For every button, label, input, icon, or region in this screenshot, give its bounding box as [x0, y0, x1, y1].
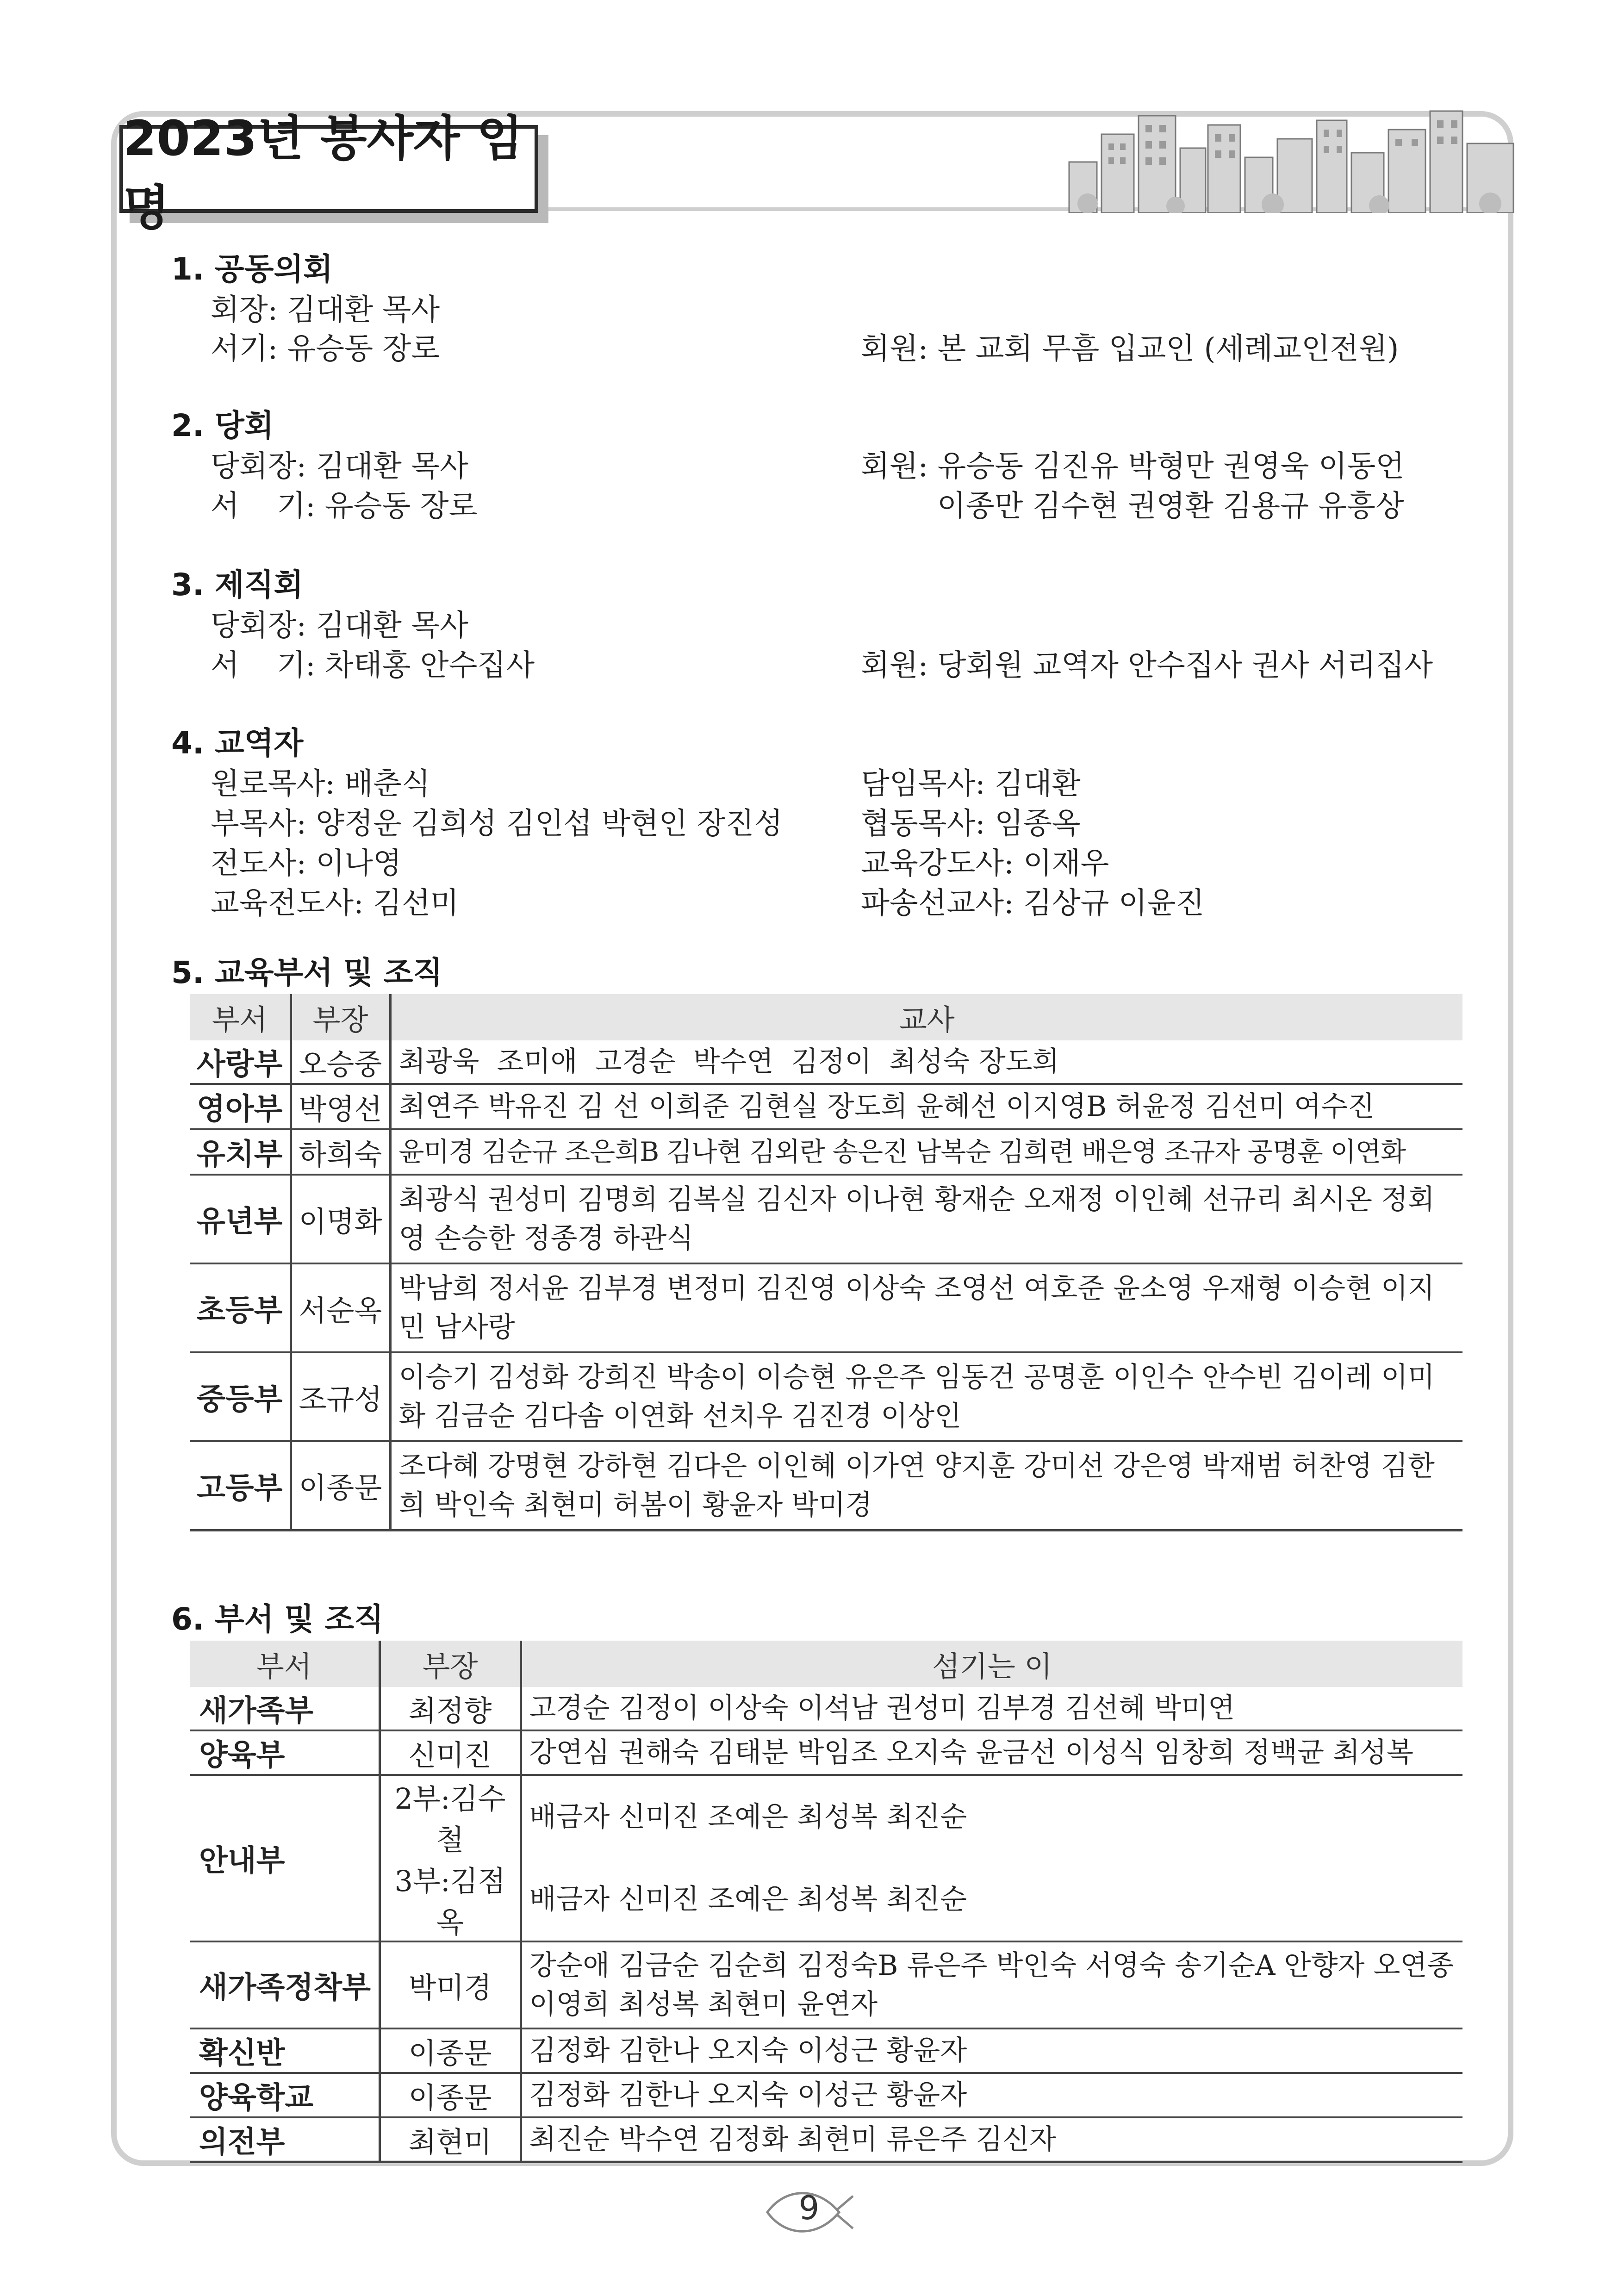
page-number-text: 9 — [798, 2189, 820, 2227]
table-row — [190, 1040, 1462, 1084]
s2-members-line1: 회원: 유승동 김진유 박형만 권영욱 이동언 — [861, 449, 1405, 484]
table-row — [190, 1775, 1462, 1858]
dept-teachers: 박남희 정서윤 김부경 변정미 김진영 이상숙 조영선 여호준 윤소영 우재형 이승현 이지민 남사랑 — [390, 1263, 1462, 1352]
dept-name: 의전부 — [190, 2117, 380, 2162]
dept-chief: 신미진 — [380, 1730, 521, 1775]
section-heading-2: 2. 당회 — [171, 408, 274, 443]
dept-servers: 최진순 박수연 김정화 최현미 류은주 김신자 — [521, 2117, 1462, 2162]
dept-teachers: 최광욱 조미애 고경순 박수연 김정이 최성숙 장도희 — [390, 1040, 1462, 1084]
section-heading-1: 1. 공동의회 — [171, 251, 333, 287]
section-heading-4: 4. 교역자 — [171, 725, 304, 761]
dept-servers-2: 배금자 신미진 조예은 최성복 최진순 — [521, 1858, 1462, 1941]
s1-secretary: 서기: 유승동 장로 — [211, 332, 440, 366]
dept-name: 양육부 — [190, 1730, 380, 1775]
s3-chair: 당회장: 김대환 목사 — [211, 609, 468, 643]
dept-name: 새가족부 — [190, 1687, 380, 1730]
dept-chief: 이종문 — [291, 1441, 390, 1530]
dept-name: 고등부 — [190, 1441, 291, 1530]
s4-cooperating-pastor: 협동목사: 임종옥 — [861, 807, 1081, 841]
dept-chief: 이종문 — [380, 2073, 521, 2117]
section-heading-6: 6. 부서 및 조직 — [171, 1601, 384, 1637]
dept-servers: 김정화 김한나 오지숙 이성근 황윤자 — [521, 2073, 1462, 2117]
city-skyline-illustration — [1060, 106, 1518, 213]
dept-servers: 강순애 김금순 김순희 김정숙B 류은주 박인숙 서영숙 송기순A 안향자 오연종 이영희 최성복 최현미 윤연자 — [521, 1941, 1462, 2028]
s4-missionaries: 파송선교사: 김상규 이윤진 — [861, 886, 1205, 921]
dept-teachers: 최광식 권성미 김명희 김복실 김신자 이나현 황재순 오재정 이인혜 선규리 최시온 정회영 손승한 정종경 하관식 — [390, 1175, 1462, 1263]
dept-name: 중등부 — [190, 1352, 291, 1441]
s1-members: 회원: 본 교회 무흠 입교인 (세례교인전원) — [861, 332, 1399, 366]
table-row — [190, 2028, 1462, 2073]
page-number — [763, 2184, 855, 2240]
s4-evangelist: 전도사: 이나영 — [211, 846, 402, 881]
table-row — [190, 2073, 1462, 2117]
dept-servers: 고경순 김정이 이상숙 이석남 권성미 김부경 김선혜 박미연 — [521, 1687, 1462, 1730]
dept-teachers: 윤미경 김순규 조은희B 김나현 김외란 송은진 남복순 김희련 배은영 조규자 공명훈 이연화 — [390, 1129, 1462, 1175]
dept-chief: 이종문 — [380, 2028, 521, 2073]
dept-chief: 2부:김수철 — [380, 1775, 521, 1858]
table-row — [190, 1941, 1462, 2028]
col-header-teachers: 교사 — [390, 994, 1462, 1040]
s2-secretary: 서 기: 유승동 장로 — [211, 489, 478, 523]
dept-chief: 박미경 — [380, 1941, 521, 2028]
table-row — [190, 1352, 1462, 1441]
table-row — [190, 1084, 1462, 1129]
table-row — [190, 1263, 1462, 1352]
dept-chief: 최현미 — [380, 2117, 521, 2162]
dept-chief: 하희숙 — [291, 1129, 390, 1175]
dept-name: 새가족정착부 — [190, 1941, 380, 2028]
table-row — [190, 1441, 1462, 1530]
dept-name: 영아부 — [190, 1084, 291, 1129]
dept-chief: 서순옥 — [291, 1263, 390, 1352]
dept-servers: 배금자 신미진 조예은 최성복 최진순 — [529, 1801, 967, 1833]
dept-name: 안내부 — [190, 1775, 380, 1941]
dept-chief-2: 3부:김점옥 — [380, 1858, 521, 1941]
col-header-chief: 부장 — [291, 994, 390, 1040]
s4-education-preacher: 교육강도사: 이재우 — [861, 846, 1109, 881]
dept-name: 초등부 — [190, 1263, 291, 1352]
table-row — [190, 1687, 1462, 1730]
education-table — [190, 994, 1462, 1531]
col-header-dept: 부서 — [190, 1641, 380, 1687]
dept-chief: 오승중 — [291, 1040, 390, 1084]
s4-education-evangelist: 교육전도사: 김선미 — [211, 886, 459, 921]
dept-name: 확신반 — [190, 2028, 380, 2073]
dept-teachers: 최연주 박유진 김 선 이희준 김현실 장도희 윤혜선 이지영B 허윤정 김선미 여수진 — [390, 1084, 1462, 1129]
dept-teachers: 이승기 김성화 강희진 박송이 이승현 유은주 임동건 공명훈 이인수 안수빈 김이레 이미화 김금순 김다솜 이연화 선치우 김진경 이상인 — [390, 1352, 1462, 1441]
dept-chief: 최정향 — [380, 1687, 521, 1730]
table-row — [190, 1730, 1462, 1775]
section-heading-3: 3. 제직회 — [171, 567, 304, 603]
s3-secretary: 서 기: 차태홍 안수집사 — [211, 648, 535, 683]
dept-chief: 박영선 — [291, 1084, 390, 1129]
dept-name: 양육학교 — [190, 2073, 380, 2117]
section-heading-5: 5. 교육부서 및 조직 — [171, 955, 443, 990]
s4-senior-pastor: 담임목사: 김대환 — [861, 767, 1081, 801]
table-row — [190, 1129, 1462, 1175]
s2-members-line2: 이종만 김수현 권영환 김용규 유흥상 — [937, 489, 1404, 523]
page-title: 2023년 봉사자 임명 — [119, 125, 538, 213]
s3-members: 회원: 당회원 교역자 안수집사 권사 서리집사 — [861, 648, 1433, 683]
dept-name: 유치부 — [190, 1129, 291, 1175]
dept-servers: 강연심 권해숙 김태분 박임조 오지숙 윤금선 이성식 임창희 정백균 최성복 — [521, 1730, 1462, 1775]
table-row — [190, 1175, 1462, 1263]
table-row — [190, 1858, 1462, 1941]
col-header-dept: 부서 — [190, 994, 291, 1040]
s4-associate-pastors: 부목사: 양정운 김희성 김인섭 박현인 장진성 — [211, 807, 783, 841]
dept-chief: 이명화 — [291, 1175, 390, 1263]
table-row — [190, 2117, 1462, 2162]
dept-teachers: 조다혜 강명현 강하현 김다은 이인혜 이가연 양지훈 강미선 강은영 박재범 허찬영 김한희 박인숙 최현미 허봄이 황윤자 박미경 — [390, 1441, 1462, 1530]
dept-name: 유년부 — [190, 1175, 291, 1263]
s4-emeritus-pastor: 원로목사: 배춘식 — [211, 767, 430, 801]
col-header-chief: 부장 — [380, 1641, 521, 1687]
department-table — [190, 1641, 1462, 2163]
s1-chair: 회장: 김대환 목사 — [211, 293, 440, 327]
col-header-servers: 섬기는 이 — [521, 1641, 1462, 1687]
dept-name: 사랑부 — [190, 1040, 291, 1084]
dept-chief: 조규성 — [291, 1352, 390, 1441]
dept-servers: 김정화 김한나 오지숙 이성근 황윤자 — [521, 2028, 1462, 2073]
s2-chair: 당회장: 김대환 목사 — [211, 449, 468, 484]
